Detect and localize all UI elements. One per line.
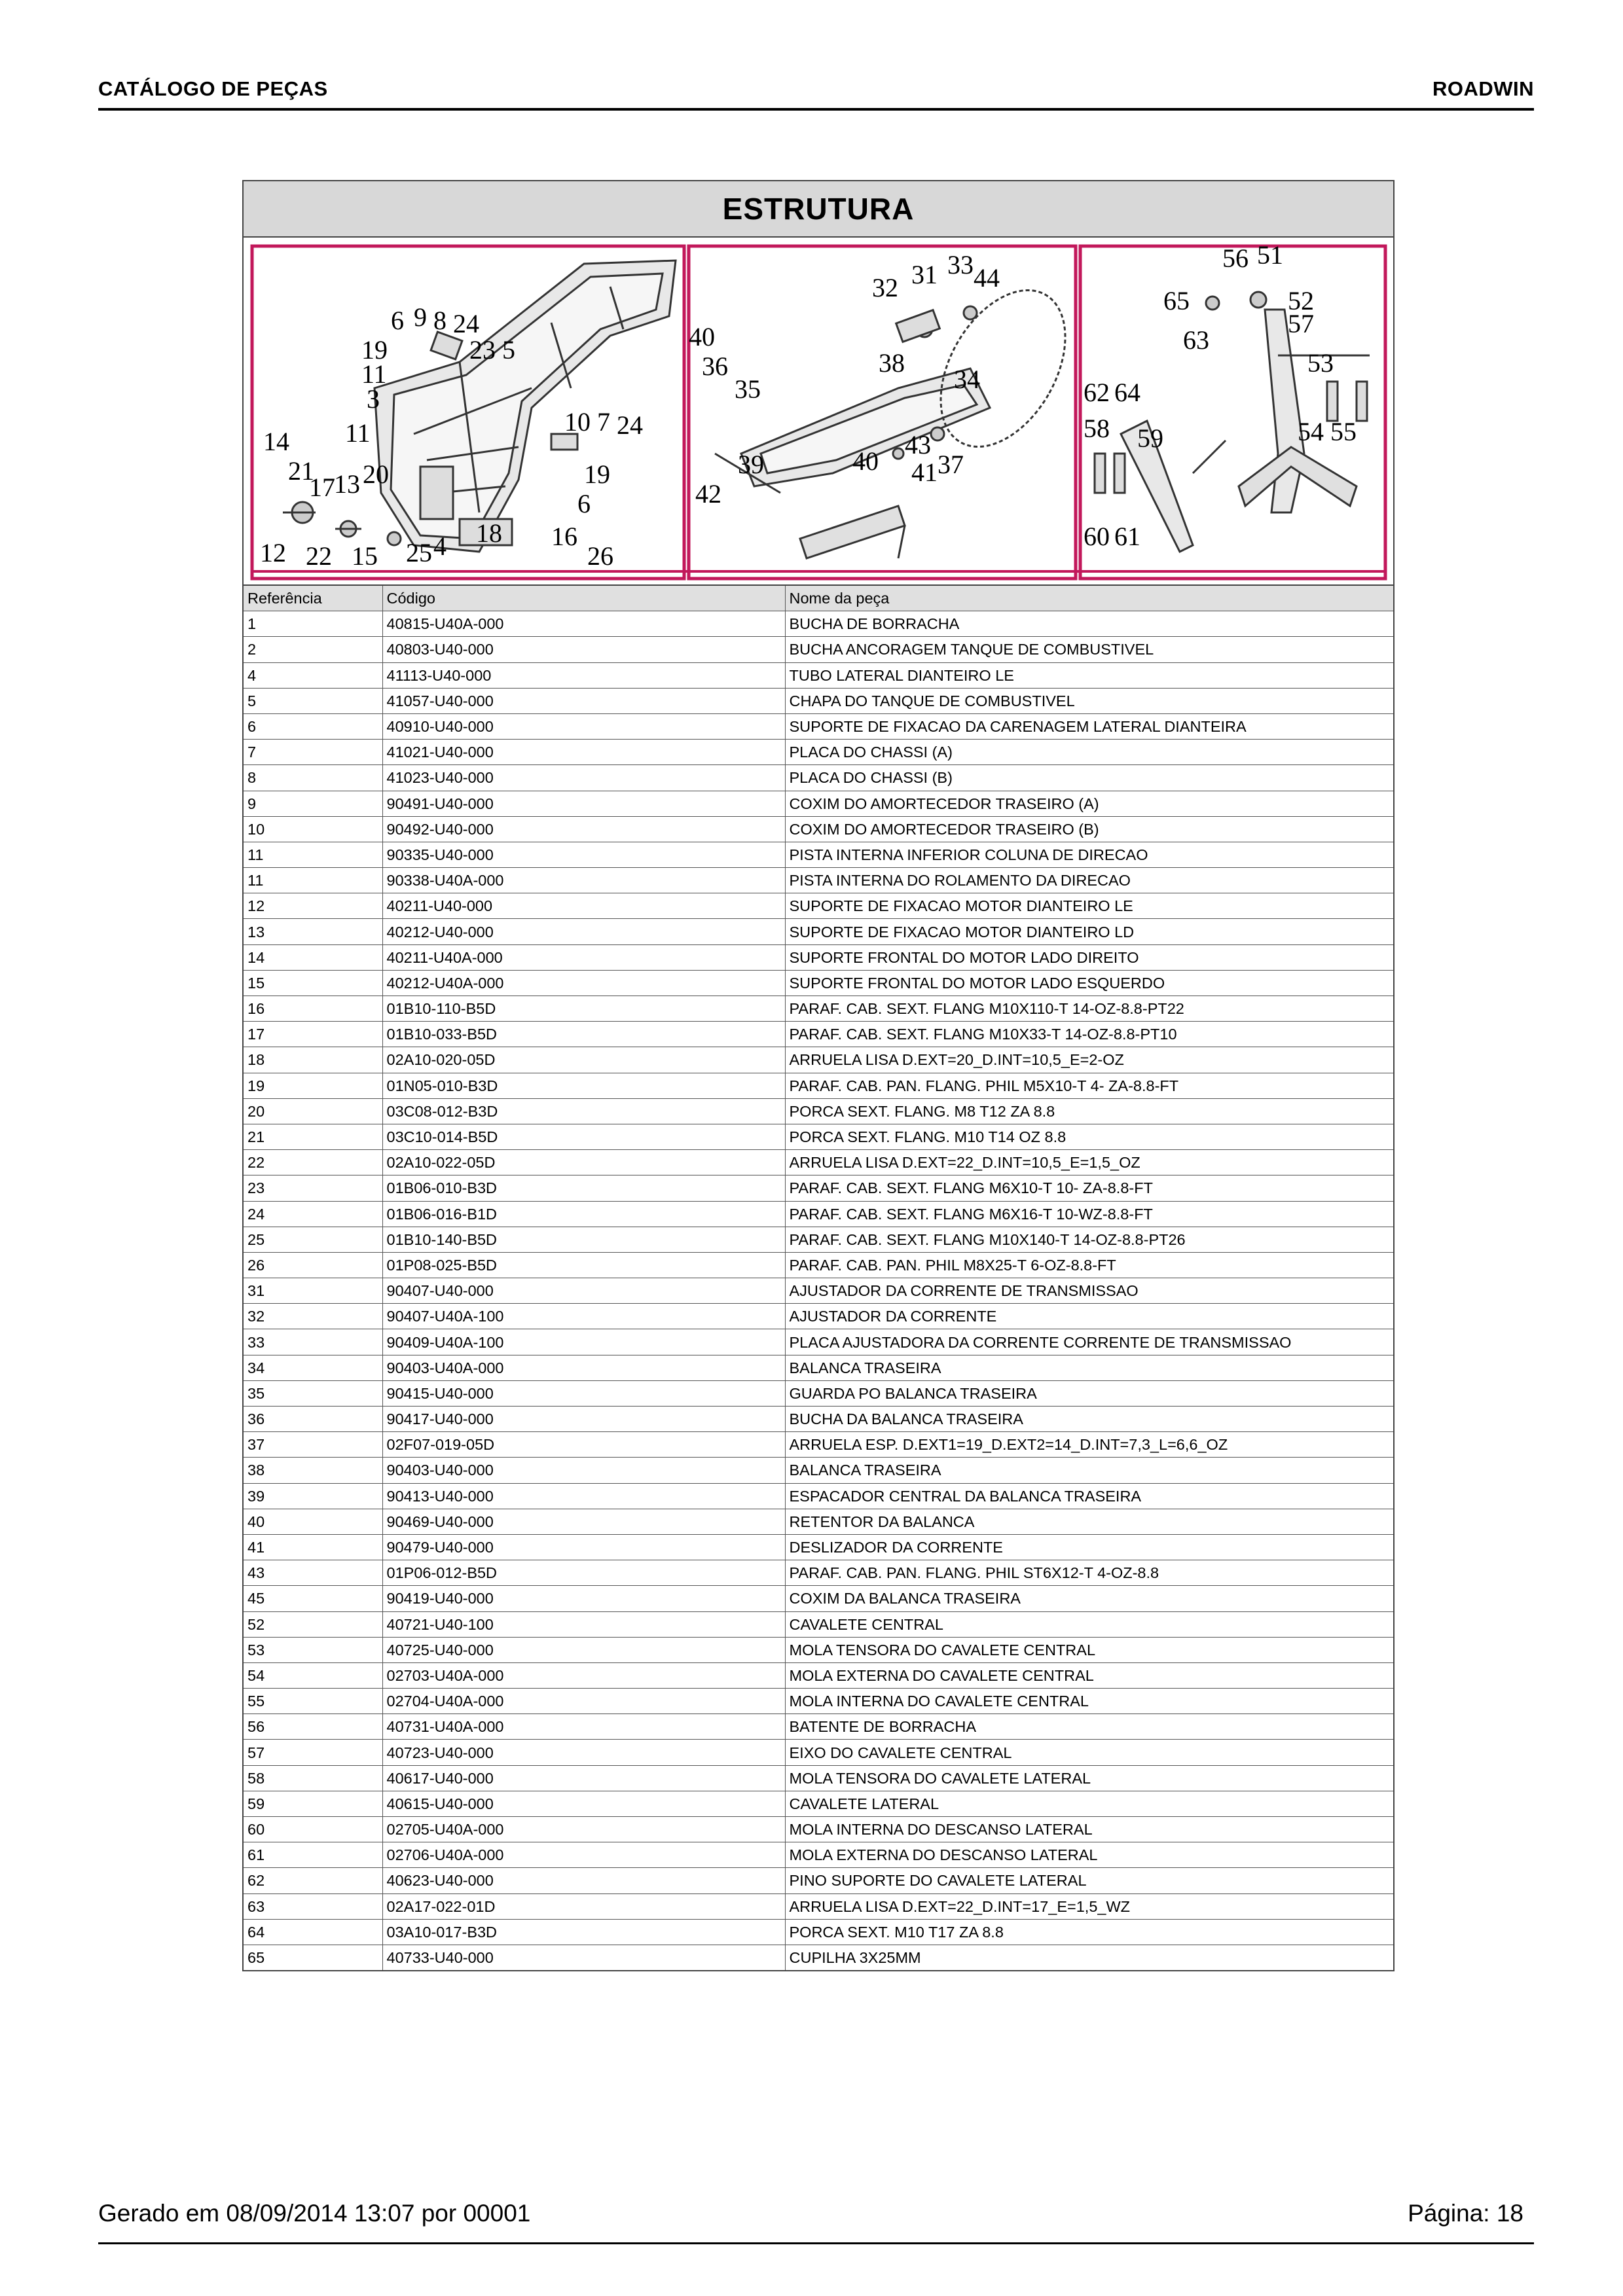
cell-code: 01B10-033-B5D (382, 1022, 785, 1047)
cell-part-name: DESLIZADOR DA CORRENTE (785, 1534, 1393, 1560)
callout-label: 61 (1114, 522, 1140, 551)
cell-code: 03C08-012-B3D (382, 1098, 785, 1124)
cell-code: 90415-U40-000 (382, 1380, 785, 1406)
callout-label: 58 (1084, 414, 1110, 443)
callout-label: 6 (391, 306, 404, 335)
cell-part-name: ARRUELA ESP. D.EXT1=19_D.EXT2=14_D.INT=7,3_L=6,6_OZ (785, 1432, 1393, 1458)
cell-part-name: BATENTE DE BORRACHA (785, 1714, 1393, 1740)
cell-code: 02A10-020-05D (382, 1047, 785, 1073)
cell-part-name: PISTA INTERNA DO ROLAMENTO DA DIRECAO (785, 868, 1393, 893)
cell-part-name: GUARDA PO BALANCA TRASEIRA (785, 1380, 1393, 1406)
cell-reference: 17 (244, 1022, 382, 1047)
table-row (244, 1945, 1393, 1970)
cell-code: 90469-U40-000 (382, 1509, 785, 1534)
callout-label: 57 (1288, 309, 1314, 338)
cell-code: 90338-U40A-000 (382, 868, 785, 893)
callout-label: 36 (702, 351, 728, 381)
cell-reference: 60 (244, 1817, 382, 1842)
cell-part-name: BALANCA TRASEIRA (785, 1458, 1393, 1483)
generated-info: Gerado em 08/09/2014 13:07 por 00001 (98, 2200, 531, 2227)
cell-part-name: MOLA TENSORA DO CAVALETE LATERAL (785, 1765, 1393, 1791)
callout-label: 62 (1084, 378, 1110, 407)
cell-reference: 41 (244, 1534, 382, 1560)
table-row (244, 1022, 1393, 1047)
cell-code: 40723-U40-000 (382, 1740, 785, 1765)
cell-part-name: CUPILHA 3X25MM (785, 1945, 1393, 1970)
table-row (244, 713, 1393, 739)
table-row (244, 611, 1393, 637)
cell-part-name: PARAF. CAB. PAN. FLANG. PHIL ST6X12-T 4-OZ-8.8 (785, 1560, 1393, 1586)
cell-reference: 4 (244, 662, 382, 688)
table-row (244, 1689, 1393, 1714)
cell-part-name: EIXO DO CAVALETE CENTRAL (785, 1740, 1393, 1765)
section-title: ESTRUTURA (244, 181, 1393, 238)
cell-code: 01P06-012-B5D (382, 1560, 785, 1586)
table-row (244, 1150, 1393, 1175)
callout-label: 3 (367, 384, 380, 414)
cell-part-name: COXIM DO AMORTECEDOR TRASEIRO (B) (785, 816, 1393, 842)
cell-code: 90403-U40-000 (382, 1458, 785, 1483)
table-header-row (244, 586, 1393, 611)
table-row (244, 1483, 1393, 1509)
exploded-diagram (244, 238, 1393, 586)
table-row (244, 1432, 1393, 1458)
callout-label: 9 (414, 302, 427, 332)
callout-label: 52 (1288, 286, 1314, 315)
cell-part-name: PLACA DO CHASSI (A) (785, 740, 1393, 765)
parts-table-body (244, 611, 1393, 1970)
table-row (244, 1868, 1393, 1893)
table-row (244, 1329, 1393, 1355)
table-row (244, 1073, 1393, 1098)
cell-reference: 7 (244, 740, 382, 765)
callout-label: 24 (617, 410, 643, 440)
cell-reference: 6 (244, 713, 382, 739)
table-row (244, 688, 1393, 713)
cell-code: 40617-U40-000 (382, 1765, 785, 1791)
callout-label: 15 (352, 541, 378, 571)
cell-reference: 63 (244, 1893, 382, 1919)
callout-label: 7 (597, 407, 610, 437)
cell-code: 02F07-019-05D (382, 1432, 785, 1458)
table-row (244, 1586, 1393, 1611)
cell-code: 90335-U40-000 (382, 842, 785, 867)
callout-label: 25 (406, 538, 432, 567)
cell-part-name: SUPORTE FRONTAL DO MOTOR LADO ESQUERDO (785, 970, 1393, 996)
table-row (244, 1355, 1393, 1380)
cell-code: 90409-U40A-100 (382, 1329, 785, 1355)
callout-label: 40 (689, 322, 715, 351)
cell-reference: 10 (244, 816, 382, 842)
cell-code: 90417-U40-000 (382, 1407, 785, 1432)
cell-part-name: COXIM DA BALANCA TRASEIRA (785, 1586, 1393, 1611)
diagram-svg (244, 238, 1393, 584)
cell-part-name: CHAPA DO TANQUE DE COMBUSTIVEL (785, 688, 1393, 713)
footer-rule (98, 2242, 1534, 2244)
cell-code: 40725-U40-000 (382, 1637, 785, 1662)
cell-reference: 53 (244, 1637, 382, 1662)
cell-part-name: ARRUELA LISA D.EXT=22_D.INT=10,5_E=1,5_OZ (785, 1150, 1393, 1175)
callout-label: 53 (1307, 348, 1334, 378)
cell-reference: 45 (244, 1586, 382, 1611)
table-row (244, 662, 1393, 688)
table-row (244, 1893, 1393, 1919)
cell-reference: 25 (244, 1227, 382, 1252)
callout-label: 51 (1257, 240, 1283, 270)
cell-reference: 5 (244, 688, 382, 713)
table-row (244, 1278, 1393, 1304)
cell-reference: 15 (244, 970, 382, 996)
cell-code: 01B06-016-B1D (382, 1201, 785, 1227)
cell-reference: 20 (244, 1098, 382, 1124)
cell-reference: 34 (244, 1355, 382, 1380)
cell-reference: 18 (244, 1047, 382, 1073)
callout-label: 13 (334, 469, 360, 499)
cell-code: 03C10-014-B5D (382, 1124, 785, 1149)
table-row (244, 1740, 1393, 1765)
table-row (244, 1304, 1393, 1329)
cell-part-name: BUCHA ANCORAGEM TANQUE DE COMBUSTIVEL (785, 637, 1393, 662)
cell-code: 41023-U40-000 (382, 765, 785, 791)
cell-reference: 23 (244, 1175, 382, 1201)
cell-code: 40731-U40A-000 (382, 1714, 785, 1740)
table-row (244, 816, 1393, 842)
callout-label: 56 (1222, 243, 1249, 273)
cell-reference: 33 (244, 1329, 382, 1355)
cell-code: 41057-U40-000 (382, 688, 785, 713)
cell-code: 90491-U40-000 (382, 791, 785, 816)
callout-label: 17 (309, 473, 335, 502)
cell-part-name: SUPORTE DE FIXACAO MOTOR DIANTEIRO LD (785, 919, 1393, 944)
cell-part-name: PORCA SEXT. FLANG. M10 T14 OZ 8.8 (785, 1124, 1393, 1149)
table-row (244, 637, 1393, 662)
cell-part-name: MOLA TENSORA DO CAVALETE CENTRAL (785, 1637, 1393, 1662)
callout-label: 39 (738, 450, 764, 479)
cell-part-name: RETENTOR DA BALANCA (785, 1509, 1393, 1534)
cell-code: 90413-U40-000 (382, 1483, 785, 1509)
cell-part-name: PORCA SEXT. FLANG. M8 T12 ZA 8.8 (785, 1098, 1393, 1124)
cell-reference: 56 (244, 1714, 382, 1740)
cell-part-name: MOLA INTERNA DO CAVALETE CENTRAL (785, 1689, 1393, 1714)
cell-reference: 57 (244, 1740, 382, 1765)
parts-table (244, 586, 1393, 1970)
callout-label: 10 (564, 407, 591, 437)
table-row (244, 842, 1393, 867)
cell-code: 01N05-010-B3D (382, 1073, 785, 1098)
catalog-title: CATÁLOGO DE PEÇAS (98, 77, 328, 100)
callout-label: 60 (1084, 522, 1110, 551)
callout-label: 23 (469, 335, 496, 365)
callout-label: 44 (974, 263, 1000, 293)
callout-label: 65 (1163, 286, 1190, 315)
callout-label: 19 (584, 459, 610, 489)
table-row (244, 1534, 1393, 1560)
cell-code: 90479-U40-000 (382, 1534, 785, 1560)
cell-code: 40211-U40A-000 (382, 944, 785, 970)
cell-reference: 16 (244, 996, 382, 1022)
callout-label: 19 (361, 335, 388, 365)
callout-label: 18 (476, 518, 502, 548)
cell-code: 01B10-110-B5D (382, 996, 785, 1022)
cell-reference: 54 (244, 1662, 382, 1688)
cell-code: 40803-U40-000 (382, 637, 785, 662)
cell-code: 40615-U40-000 (382, 1791, 785, 1816)
cell-reference: 21 (244, 1124, 382, 1149)
cell-code: 40623-U40-000 (382, 1868, 785, 1893)
cell-code: 90407-U40-000 (382, 1278, 785, 1304)
cell-reference: 37 (244, 1432, 382, 1458)
table-row (244, 1124, 1393, 1149)
callout-label: 37 (938, 450, 964, 479)
cell-code: 40910-U40-000 (382, 713, 785, 739)
callout-label: 4 (433, 531, 447, 561)
callout-label: 16 (551, 522, 577, 551)
cell-code: 40212-U40-000 (382, 919, 785, 944)
callout-label: 35 (735, 374, 761, 404)
cell-part-name: PINO SUPORTE DO CAVALETE LATERAL (785, 1868, 1393, 1893)
cell-reference: 55 (244, 1689, 382, 1714)
table-row (244, 1791, 1393, 1816)
table-row (244, 1662, 1393, 1688)
table-row (244, 1380, 1393, 1406)
cell-reference: 38 (244, 1458, 382, 1483)
parts-section (242, 180, 1395, 1971)
callout-label: 5 (502, 335, 515, 365)
cell-part-name: ESPACADOR CENTRAL DA BALANCA TRASEIRA (785, 1483, 1393, 1509)
table-row (244, 1714, 1393, 1740)
callout-label: 31 (911, 260, 938, 289)
callout-label: 22 (306, 541, 332, 571)
cell-code: 01P08-025-B5D (382, 1252, 785, 1278)
callout-label: 40 (852, 446, 879, 476)
table-row (244, 1175, 1393, 1201)
table-row (244, 740, 1393, 765)
table-row (244, 944, 1393, 970)
cell-code: 02705-U40A-000 (382, 1817, 785, 1842)
cell-part-name: PORCA SEXT. M10 T17 ZA 8.8 (785, 1919, 1393, 1945)
table-row (244, 893, 1393, 919)
cell-part-name: MOLA EXTERNA DO CAVALETE CENTRAL (785, 1662, 1393, 1688)
cell-reference: 11 (244, 868, 382, 893)
cell-reference: 40 (244, 1509, 382, 1534)
cell-part-name: PARAF. CAB. SEXT. FLANG M10X110-T 14-OZ-8.8-PT22 (785, 996, 1393, 1022)
cell-reference: 9 (244, 791, 382, 816)
cell-part-name: PARAF. CAB. SEXT. FLANG M6X16-T 10-WZ-8.8-FT (785, 1201, 1393, 1227)
cell-reference: 22 (244, 1150, 382, 1175)
cell-part-name: AJUSTADOR DA CORRENTE (785, 1304, 1393, 1329)
callout-label: 11 (345, 418, 371, 448)
table-row (244, 868, 1393, 893)
callout-label: 14 (263, 427, 289, 456)
cell-code: 40721-U40-100 (382, 1611, 785, 1637)
cell-reference: 65 (244, 1945, 382, 1970)
cell-part-name: PARAF. CAB. PAN. FLANG. PHIL M5X10-T 4- ZA-8.8-FT (785, 1073, 1393, 1098)
table-row (244, 791, 1393, 816)
cell-part-name: PLACA DO CHASSI (B) (785, 765, 1393, 791)
cell-code: 02A10-022-05D (382, 1150, 785, 1175)
table-row (244, 1047, 1393, 1073)
table-row (244, 1252, 1393, 1278)
callout-label: 6 (577, 489, 591, 518)
cell-part-name: CAVALETE LATERAL (785, 1791, 1393, 1816)
table-row (244, 1201, 1393, 1227)
cell-part-name: BUCHA DE BORRACHA (785, 611, 1393, 637)
brand-name: ROADWIN (1432, 77, 1534, 100)
callout-label: 41 (911, 457, 938, 487)
table-row (244, 1637, 1393, 1662)
cell-part-name: COXIM DO AMORTECEDOR TRASEIRO (A) (785, 791, 1393, 816)
cell-part-name: BALANCA TRASEIRA (785, 1355, 1393, 1380)
cell-reference: 14 (244, 944, 382, 970)
callout-label: 64 (1114, 378, 1140, 407)
cell-part-name: MOLA EXTERNA DO DESCANSO LATERAL (785, 1842, 1393, 1868)
table-row (244, 1560, 1393, 1586)
table-row (244, 1458, 1393, 1483)
cell-code: 40815-U40A-000 (382, 611, 785, 637)
cell-reference: 31 (244, 1278, 382, 1304)
cell-part-name: SUPORTE DE FIXACAO DA CARENAGEM LATERAL DIANTEIRA (785, 713, 1393, 739)
cell-part-name: TUBO LATERAL DIANTEIRO LE (785, 662, 1393, 688)
cell-part-name: AJUSTADOR DA CORRENTE DE TRANSMISSAO (785, 1278, 1393, 1304)
callout-label: 8 (433, 306, 447, 335)
cell-code: 90492-U40-000 (382, 816, 785, 842)
cell-reference: 32 (244, 1304, 382, 1329)
cell-reference: 62 (244, 1868, 382, 1893)
callout-label: 20 (363, 459, 389, 489)
cell-reference: 52 (244, 1611, 382, 1637)
cell-reference: 35 (244, 1380, 382, 1406)
table-row (244, 996, 1393, 1022)
cell-part-name: PARAF. CAB. SEXT. FLANG M6X10-T 10- ZA-8.8-FT (785, 1175, 1393, 1201)
cell-reference: 59 (244, 1791, 382, 1816)
cell-code: 02704-U40A-000 (382, 1689, 785, 1714)
cell-reference: 13 (244, 919, 382, 944)
cell-code: 40211-U40-000 (382, 893, 785, 919)
table-row (244, 1765, 1393, 1791)
callout-label: 43 (905, 430, 931, 459)
callout-label: 55 (1330, 417, 1357, 446)
callout-label: 34 (954, 365, 980, 394)
cell-part-name: BUCHA DA BALANCA TRASEIRA (785, 1407, 1393, 1432)
table-row (244, 1509, 1393, 1534)
table-row (244, 765, 1393, 791)
cell-code: 02703-U40A-000 (382, 1662, 785, 1688)
cell-reference: 64 (244, 1919, 382, 1945)
table-row (244, 970, 1393, 996)
cell-reference: 39 (244, 1483, 382, 1509)
page-number: Página: 18 (1408, 2200, 1523, 2227)
callout-label: 21 (288, 456, 314, 486)
cell-code: 41113-U40-000 (382, 662, 785, 688)
callout-label: 26 (587, 541, 613, 571)
cell-code: 41021-U40-000 (382, 740, 785, 765)
cell-reference: 36 (244, 1407, 382, 1432)
cell-reference: 11 (244, 842, 382, 867)
cell-code: 90419-U40-000 (382, 1586, 785, 1611)
cell-reference: 1 (244, 611, 382, 637)
cell-part-name: SUPORTE DE FIXACAO MOTOR DIANTEIRO LE (785, 893, 1393, 919)
callout-label: 54 (1298, 417, 1324, 446)
cell-code: 02A17-022-01D (382, 1893, 785, 1919)
cell-reference: 2 (244, 637, 382, 662)
cell-code: 90407-U40A-100 (382, 1304, 785, 1329)
cell-part-name: ARRUELA LISA D.EXT=20_D.INT=10,5_E=2-OZ (785, 1047, 1393, 1073)
cell-part-name: CAVALETE CENTRAL (785, 1611, 1393, 1637)
cell-reference: 19 (244, 1073, 382, 1098)
cell-part-name: PARAF. CAB. SEXT. FLANG M10X140-T 14-OZ-8.8-PT26 (785, 1227, 1393, 1252)
table-row (244, 1611, 1393, 1637)
callout-label: 12 (260, 538, 286, 567)
cell-reference: 43 (244, 1560, 382, 1586)
table-row (244, 1842, 1393, 1868)
cell-part-name: PISTA INTERNA INFERIOR COLUNA DE DIRECAO (785, 842, 1393, 867)
column-header-part-name: Nome da peça (785, 586, 1393, 611)
callout-label: 32 (872, 273, 898, 302)
cell-part-name: PLACA AJUSTADORA DA CORRENTE CORRENTE DE TRANSMISSAO (785, 1329, 1393, 1355)
callout-label: 33 (947, 250, 974, 279)
cell-reference: 12 (244, 893, 382, 919)
cell-reference: 61 (244, 1842, 382, 1868)
cell-part-name: PARAF. CAB. PAN. PHIL M8X25-T 6-OZ-8.8-FT (785, 1252, 1393, 1278)
cell-reference: 24 (244, 1201, 382, 1227)
cell-part-name: MOLA INTERNA DO DESCANSO LATERAL (785, 1817, 1393, 1842)
cell-code: 40212-U40A-000 (382, 970, 785, 996)
cell-code: 01B10-140-B5D (382, 1227, 785, 1252)
callout-label: 24 (453, 309, 479, 338)
callout-label: 59 (1137, 423, 1163, 453)
callout-label: 11 (361, 359, 387, 389)
column-header-reference: Referência (244, 586, 382, 611)
cell-code: 02706-U40A-000 (382, 1842, 785, 1868)
table-row (244, 1098, 1393, 1124)
callout-label: 38 (879, 348, 905, 378)
cell-part-name: SUPORTE FRONTAL DO MOTOR LADO DIREITO (785, 944, 1393, 970)
table-row (244, 1407, 1393, 1432)
callout-label: 63 (1183, 325, 1209, 355)
cell-code: 40733-U40-000 (382, 1945, 785, 1970)
callout-label: 42 (695, 479, 721, 509)
table-row (244, 1817, 1393, 1842)
cell-code: 90403-U40A-000 (382, 1355, 785, 1380)
cell-reference: 26 (244, 1252, 382, 1278)
cell-reference: 8 (244, 765, 382, 791)
cell-part-name: ARRUELA LISA D.EXT=22_D.INT=17_E=1,5_WZ (785, 1893, 1393, 1919)
cell-reference: 58 (244, 1765, 382, 1791)
table-row (244, 1919, 1393, 1945)
header-rule (98, 108, 1534, 111)
cell-code: 01B06-010-B3D (382, 1175, 785, 1201)
cell-part-name: PARAF. CAB. SEXT. FLANG M10X33-T 14-OZ-8.8-PT10 (785, 1022, 1393, 1047)
cell-code: 03A10-017-B3D (382, 1919, 785, 1945)
table-row (244, 1227, 1393, 1252)
table-row (244, 919, 1393, 944)
column-header-code: Código (382, 586, 785, 611)
